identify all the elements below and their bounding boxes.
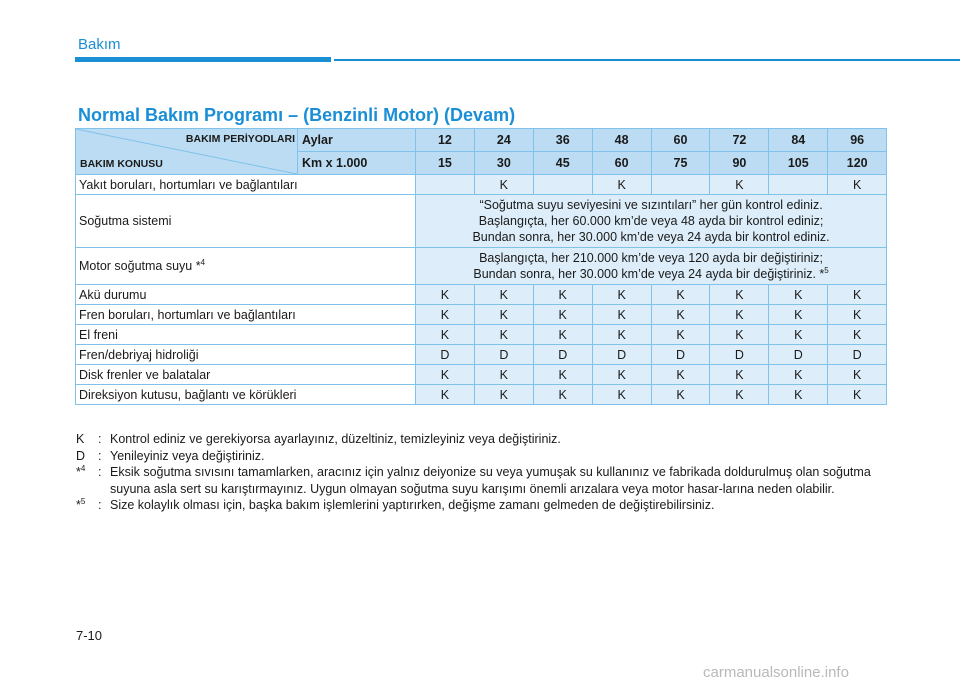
row-label: Soğutma sistemi xyxy=(76,195,416,248)
month-cell: 12 xyxy=(416,129,475,152)
table-cell: K xyxy=(474,305,533,325)
table-cell: K xyxy=(769,285,828,305)
table-cell: K xyxy=(474,325,533,345)
row-label: Direksiyon kutusu, bağlantı ve körükleri xyxy=(76,385,416,405)
table-cell: K xyxy=(828,385,887,405)
footnote xyxy=(76,464,896,497)
table-cell xyxy=(651,175,710,195)
table-row xyxy=(76,285,887,305)
table-cell: K xyxy=(474,175,533,195)
footnote-key-text: K xyxy=(76,432,85,446)
table-row xyxy=(76,365,887,385)
table-cell xyxy=(769,175,828,195)
coolant-note-text: Bundan sonra, her 30.000 km’de veya 24 ayda bir değiştiriniz. * xyxy=(473,267,825,281)
table-cell: K xyxy=(416,305,475,325)
table-cell: K xyxy=(710,285,769,305)
km-cell: 60 xyxy=(592,152,651,175)
table-cell: K xyxy=(828,175,887,195)
table-row-cooling-system xyxy=(76,195,887,248)
footnote-separator: : xyxy=(98,432,102,446)
table-cell: D xyxy=(710,345,769,365)
table-corner-cell xyxy=(76,129,298,175)
table-cell: D xyxy=(769,345,828,365)
table-cell: D xyxy=(651,345,710,365)
row-label xyxy=(76,248,416,285)
table-row-fuel-lines xyxy=(76,175,887,195)
footnote-key-text: D xyxy=(76,448,86,463)
km-cell: 15 xyxy=(416,152,475,175)
coolant-note-line: Başlangıçta, her 210.000 km’de veya 120 ayda bir değiştiriniz; xyxy=(479,251,824,265)
table-cell: K xyxy=(533,325,592,345)
header-rule-thick xyxy=(75,57,331,62)
cooling-note-line: Bundan sonra, her 30.000 km’de veya 24 ayda bir kontrol ediniz. xyxy=(472,230,830,244)
month-cell: 96 xyxy=(828,129,887,152)
footnote-key xyxy=(76,431,98,448)
table-cell: K xyxy=(416,325,475,345)
table-cell: K xyxy=(828,305,887,325)
coolant-note-cell xyxy=(416,248,887,285)
cooling-note-cell xyxy=(416,195,887,248)
page-title: Normal Bakım Programı – (Benzinli Motor) (Devam) xyxy=(78,105,516,125)
footnote-key xyxy=(76,497,98,514)
row-label: Fren boruları, hortumları ve bağlantıları xyxy=(76,305,416,325)
table-cell: K xyxy=(710,305,769,325)
table-cell: K xyxy=(651,285,710,305)
cooling-note-line: “Soğutma suyu seviyesini ve sızıntıları” her gün kontrol ediniz. xyxy=(479,198,823,212)
table-cell: K xyxy=(710,385,769,405)
footnote-ref: 5 xyxy=(824,265,829,275)
row-label: Fren/debriyaj hidroliği xyxy=(76,345,416,365)
table-cell: D xyxy=(828,345,887,365)
footnote-key-text: * xyxy=(76,465,81,479)
month-cell: 72 xyxy=(710,129,769,152)
table-cell: K xyxy=(769,305,828,325)
month-cell: 84 xyxy=(769,129,828,152)
table-cell xyxy=(416,175,475,195)
footnote-text: Eksik soğutma sıvısını tamamlarken, aracınız için yalnız deiyonize su veya yumuşak su kullanınız ve fabrikada doldurulmuş olan soğutma suyuna asla sert su karıştırmayınız. Uygun olmayan soğutma suyu karışımı önemli arızalara veya motor hasar-larına neden olabilir. xyxy=(110,465,871,496)
table-cell: K xyxy=(592,285,651,305)
table-row xyxy=(76,345,887,365)
watermark: carmanualsonline.info xyxy=(703,664,849,681)
km-cell: 30 xyxy=(474,152,533,175)
footnote xyxy=(76,448,896,465)
table-cell: K xyxy=(416,365,475,385)
table-cell: K xyxy=(828,365,887,385)
footnote-key-sup: 5 xyxy=(80,496,86,506)
table-cell: K xyxy=(592,325,651,345)
table-cell: K xyxy=(474,285,533,305)
month-cell: 24 xyxy=(474,129,533,152)
km-cell: 120 xyxy=(828,152,887,175)
coolant-note-line-2 xyxy=(420,266,882,282)
table-cell: K xyxy=(592,175,651,195)
table-cell: K xyxy=(416,285,475,305)
table-cell: K xyxy=(651,385,710,405)
footnotes xyxy=(76,431,896,514)
table-cell: K xyxy=(651,365,710,385)
section-label: Bakım xyxy=(78,36,121,53)
table-cell: K xyxy=(533,385,592,405)
table-cell: D xyxy=(474,345,533,365)
table-cell: K xyxy=(710,325,769,345)
footnote xyxy=(76,497,896,514)
footnote-separator: : xyxy=(98,448,102,463)
corner-topic-label: BAKIM KONUSU xyxy=(80,158,163,170)
coolant-label-text: Motor soğutma suyu * xyxy=(79,259,201,273)
footnote-text: Kontrol ediniz ve gerekiyorsa ayarlayınız, düzeltiniz, temizleyiniz veya değiştiriniz. xyxy=(110,432,561,446)
footnote-text: Yenileyiniz veya değiştiriniz. xyxy=(110,448,265,463)
footnote-text: Size kolaylık olması için, başka bakım işlemlerini yaptırırken, değişme zamanı gelmeden de değiştirebilirsiniz. xyxy=(110,498,715,512)
table-row xyxy=(76,305,887,325)
table-cell: D xyxy=(533,345,592,365)
table-cell: D xyxy=(416,345,475,365)
table-cell xyxy=(533,175,592,195)
month-cell: 60 xyxy=(651,129,710,152)
row-label: Disk frenler ve balatalar xyxy=(76,365,416,385)
table-cell: K xyxy=(651,325,710,345)
maintenance-schedule-table xyxy=(75,128,887,405)
header-rule-thin xyxy=(334,59,960,61)
months-header-row xyxy=(76,129,887,152)
table-cell: K xyxy=(710,365,769,385)
corner-periods-label: BAKIM PERİYODLARI xyxy=(185,133,295,145)
table-cell: K xyxy=(533,285,592,305)
row-label: Akü durumu xyxy=(76,285,416,305)
footnote xyxy=(76,431,896,448)
footnote-ref: 4 xyxy=(200,257,206,267)
table-cell: K xyxy=(651,305,710,325)
table-cell: K xyxy=(592,365,651,385)
table-cell: K xyxy=(710,175,769,195)
months-label: Aylar xyxy=(298,129,416,152)
table-cell: K xyxy=(592,385,651,405)
table-row xyxy=(76,325,887,345)
month-cell: 48 xyxy=(592,129,651,152)
footnote-key xyxy=(76,448,98,465)
table-cell: K xyxy=(769,365,828,385)
km-cell: 105 xyxy=(769,152,828,175)
km-cell: 90 xyxy=(710,152,769,175)
table-cell: K xyxy=(474,385,533,405)
table-cell: K xyxy=(769,385,828,405)
footnote-separator: : xyxy=(98,465,102,479)
table-row-engine-coolant xyxy=(76,248,887,285)
footnote-key-sup: 4 xyxy=(80,463,86,473)
page-number: 7-10 xyxy=(76,628,103,643)
table-cell: K xyxy=(592,305,651,325)
km-cell: 75 xyxy=(651,152,710,175)
table-cell: K xyxy=(533,305,592,325)
km-label: Km x 1.000 xyxy=(298,152,416,175)
table-cell: K xyxy=(828,325,887,345)
table-cell: K xyxy=(416,385,475,405)
table-row xyxy=(76,385,887,405)
footnote-key xyxy=(76,464,98,497)
row-label: Yakıt boruları, hortumları ve bağlantıları xyxy=(76,175,416,195)
footnote-key-text: * xyxy=(76,498,81,512)
row-label: El freni xyxy=(76,325,416,345)
table-cell: D xyxy=(592,345,651,365)
footnote-separator: : xyxy=(98,498,102,512)
km-cell: 45 xyxy=(533,152,592,175)
table-cell: K xyxy=(533,365,592,385)
table-cell: K xyxy=(769,325,828,345)
cooling-note-line: Başlangıçta, her 60.000 km’de veya 48 ayda bir kontrol ediniz; xyxy=(478,214,824,228)
month-cell: 36 xyxy=(533,129,592,152)
table-cell: K xyxy=(474,365,533,385)
table-cell: K xyxy=(828,285,887,305)
